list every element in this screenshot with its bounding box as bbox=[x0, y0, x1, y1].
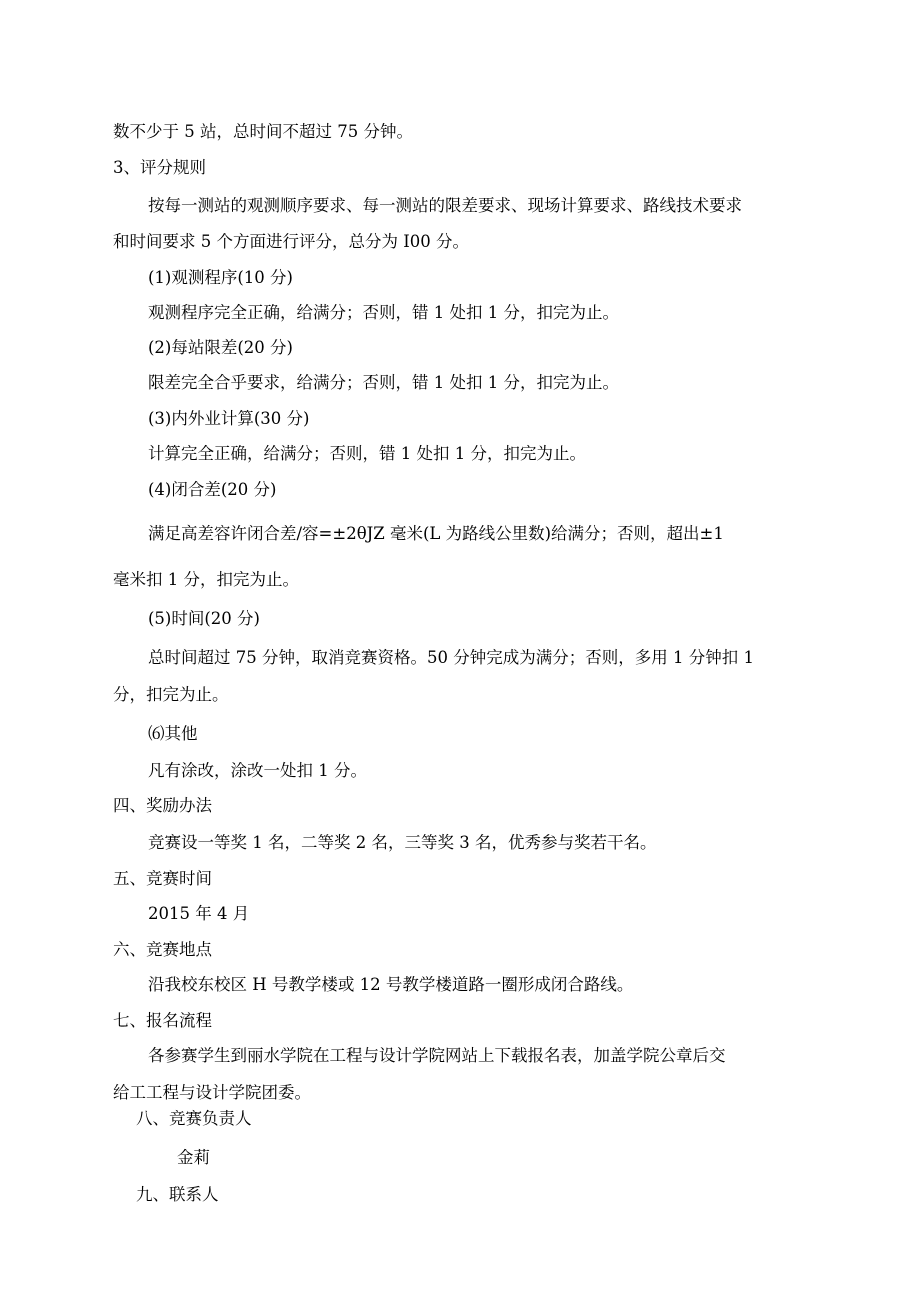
paragraph-line: 沿我校东校区 H 号教学楼或 12 号教学楼道路一圈形成闭合路线。 bbox=[148, 975, 634, 994]
paragraph-line: 计算完全正确，给满分；否则，错 1 处扣 1 分，扣完为止。 bbox=[148, 444, 586, 463]
section-heading: 四、奖励办法 bbox=[113, 796, 212, 815]
section-heading: 六、竞赛地点 bbox=[113, 940, 212, 959]
section-heading: 五、竞赛时间 bbox=[113, 869, 212, 888]
paragraph-line: 观测程序完全正确，给满分；否则，错 1 处扣 1 分，扣完为止。 bbox=[148, 303, 619, 322]
paragraph-line: 满足高差容许闭合差/容=±2θJZ 毫米(L 为路线公里数)给满分；否则，超出±1 bbox=[148, 524, 724, 543]
text-line: 数不少于 5 站，总时间不超过 75 分钟。 bbox=[113, 122, 413, 141]
section-heading: 3、评分规则 bbox=[113, 158, 206, 177]
subsection-heading: ⑹其他 bbox=[148, 724, 198, 743]
paragraph-line: 竞赛设一等奖 1 名，二等奖 2 名，三等奖 3 名，优秀参与奖若干名。 bbox=[148, 833, 657, 852]
paragraph-line: 限差完全合乎要求，给满分；否则，错 1 处扣 1 分，扣完为止。 bbox=[148, 373, 619, 392]
paragraph-line: 凡有涂改，涂改一处扣 1 分。 bbox=[148, 761, 367, 780]
section-heading: 七、报名流程 bbox=[113, 1011, 212, 1030]
subsection-heading: (1)观测程序(10 分) bbox=[148, 268, 293, 287]
paragraph-line: 分，扣完为止。 bbox=[113, 685, 229, 704]
paragraph-line: 毫米扣 1 分，扣完为止。 bbox=[113, 570, 299, 589]
paragraph-line: 金莉 bbox=[177, 1148, 210, 1167]
subsection-heading: (2)每站限差(20 分) bbox=[148, 338, 293, 357]
subsection-heading: (4)闭合差(20 分) bbox=[148, 480, 277, 499]
paragraph-line: 和时间要求 5 个方面进行评分，总分为 I00 分。 bbox=[113, 232, 469, 251]
section-heading: 八、竞赛负责人 bbox=[136, 1109, 252, 1128]
subsection-heading: (3)内外业计算(30 分) bbox=[148, 409, 310, 428]
paragraph-line: 总时间超过 75 分钟，取消竞赛资格。50 分钟完成为满分；否则，多用 1 分钟扣 1 bbox=[148, 648, 754, 667]
paragraph-line: 给工工程与设计学院团委。 bbox=[113, 1083, 311, 1102]
paragraph-line: 按每一测站的观测顺序要求、每一测站的限差要求、现场计算要求、路线技术要求 bbox=[148, 196, 742, 215]
section-heading: 九、联系人 bbox=[136, 1185, 219, 1204]
subsection-heading: (5)时间(20 分) bbox=[148, 609, 260, 628]
paragraph-line: 2015 年 4 月 bbox=[148, 904, 250, 923]
paragraph-line: 各参赛学生到丽水学院在工程与设计学院网站上下载报名表，加盖学院公章后交 bbox=[148, 1046, 726, 1065]
